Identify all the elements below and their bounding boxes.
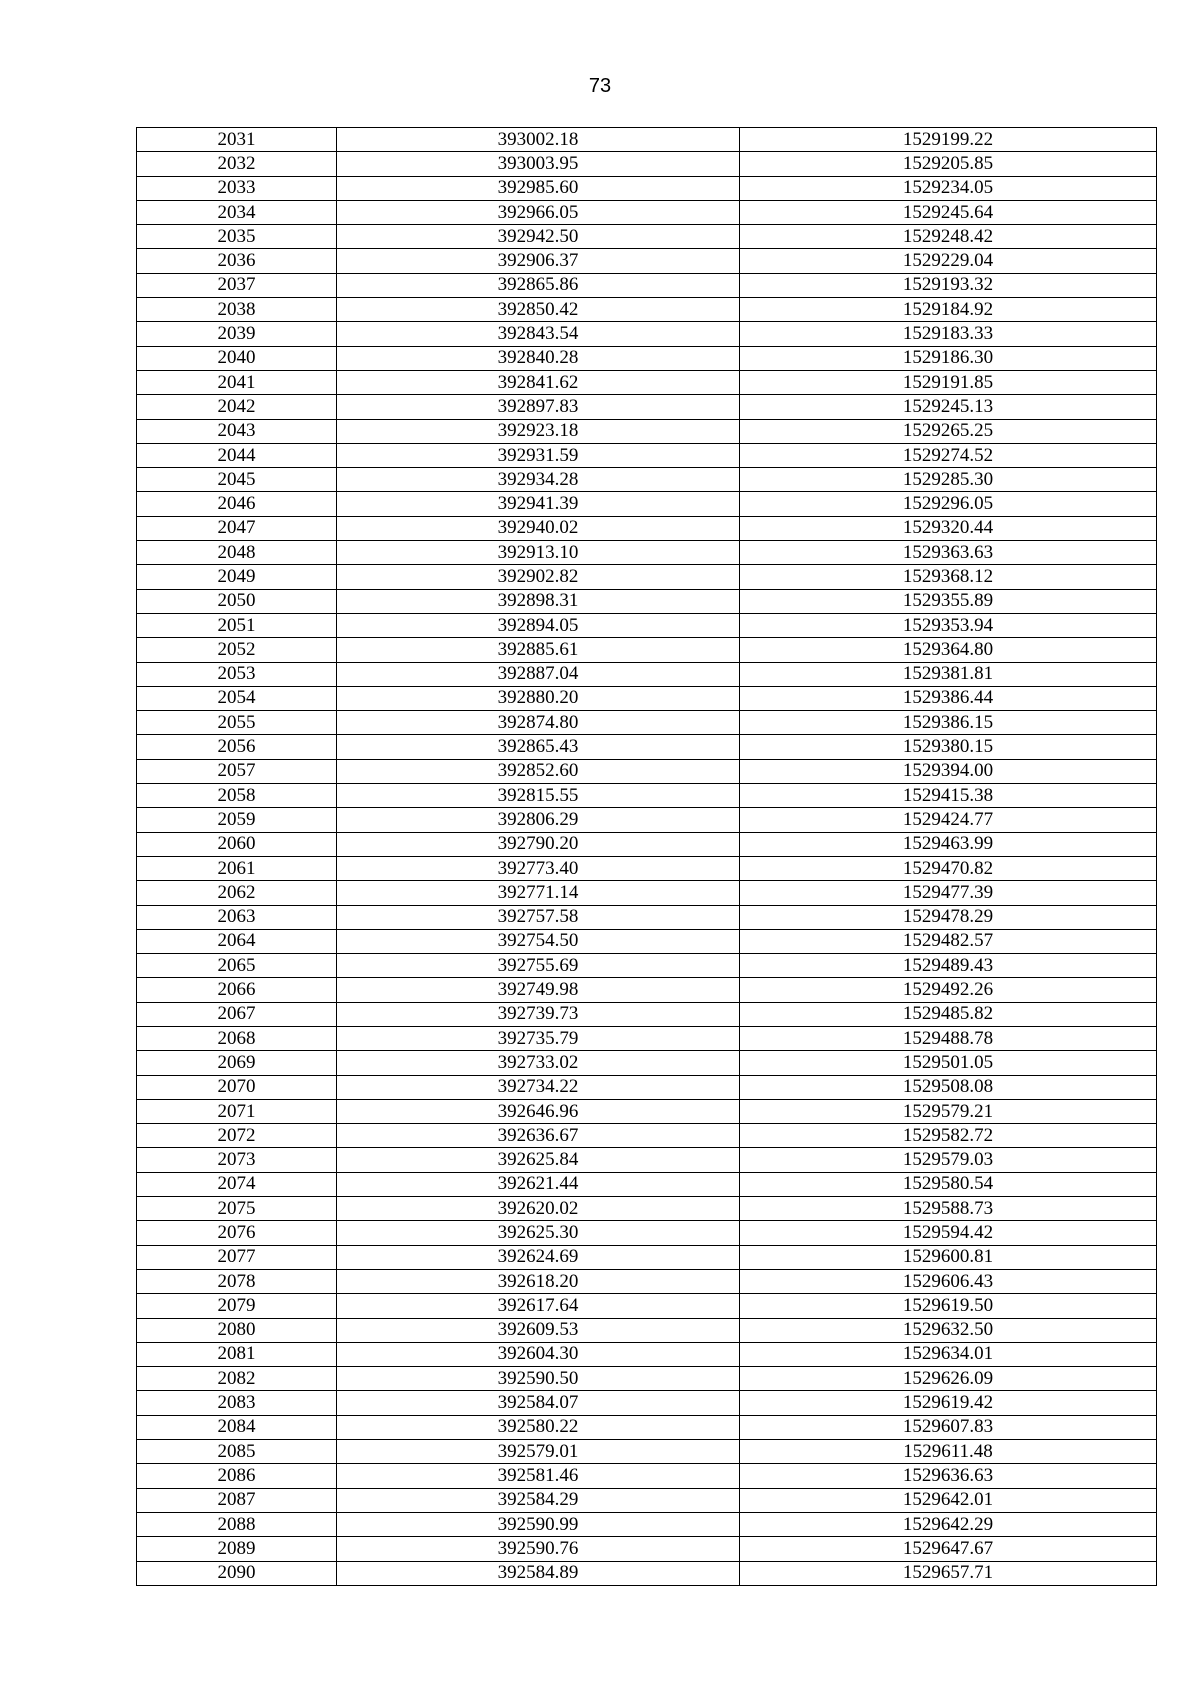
table-row <box>137 1075 1157 1099</box>
point-number-cell: 2035 <box>137 225 337 249</box>
point-number-cell: 2038 <box>137 298 337 322</box>
y-coordinate-cell: 1529186.30 <box>740 346 1157 370</box>
point-number-cell: 2081 <box>137 1342 337 1366</box>
y-coordinate-cell: 1529501.05 <box>740 1051 1157 1075</box>
x-coordinate-cell: 392913.10 <box>337 541 740 565</box>
table-row <box>137 1294 1157 1318</box>
point-number-cell: 2059 <box>137 808 337 832</box>
coordinates-table <box>136 127 1157 1586</box>
table-row <box>137 784 1157 808</box>
x-coordinate-cell: 392604.30 <box>337 1342 740 1366</box>
y-coordinate-cell: 1529386.15 <box>740 711 1157 735</box>
table-row <box>137 1099 1157 1123</box>
x-coordinate-cell: 392757.58 <box>337 905 740 929</box>
y-coordinate-cell: 1529579.21 <box>740 1099 1157 1123</box>
point-number-cell: 2044 <box>137 443 337 467</box>
x-coordinate-cell: 392618.20 <box>337 1269 740 1293</box>
table-row <box>137 1051 1157 1075</box>
y-coordinate-cell: 1529642.01 <box>740 1488 1157 1512</box>
y-coordinate-cell: 1529636.63 <box>740 1464 1157 1488</box>
table-row <box>137 1464 1157 1488</box>
table-row <box>137 128 1157 152</box>
y-coordinate-cell: 1529611.48 <box>740 1440 1157 1464</box>
x-coordinate-cell: 392887.04 <box>337 662 740 686</box>
table-row <box>137 1221 1157 1245</box>
table-row <box>137 273 1157 297</box>
x-coordinate-cell: 392755.69 <box>337 954 740 978</box>
point-number-cell: 2079 <box>137 1294 337 1318</box>
table-row <box>137 832 1157 856</box>
y-coordinate-cell: 1529424.77 <box>740 808 1157 832</box>
table-row <box>137 516 1157 540</box>
table-row <box>137 638 1157 662</box>
point-number-cell: 2031 <box>137 128 337 152</box>
x-coordinate-cell: 392934.28 <box>337 468 740 492</box>
x-coordinate-cell: 392902.82 <box>337 565 740 589</box>
y-coordinate-cell: 1529285.30 <box>740 468 1157 492</box>
table-row <box>137 249 1157 273</box>
y-coordinate-cell: 1529492.26 <box>740 978 1157 1002</box>
table-row <box>137 589 1157 613</box>
point-number-cell: 2065 <box>137 954 337 978</box>
y-coordinate-cell: 1529193.32 <box>740 273 1157 297</box>
table-row <box>137 1197 1157 1221</box>
point-number-cell: 2077 <box>137 1245 337 1269</box>
y-coordinate-cell: 1529477.39 <box>740 881 1157 905</box>
table-row <box>137 1002 1157 1026</box>
point-number-cell: 2039 <box>137 322 337 346</box>
table-row <box>137 443 1157 467</box>
x-coordinate-cell: 392636.67 <box>337 1124 740 1148</box>
x-coordinate-cell: 392985.60 <box>337 176 740 200</box>
table-row <box>137 662 1157 686</box>
table-row <box>137 1342 1157 1366</box>
y-coordinate-cell: 1529229.04 <box>740 249 1157 273</box>
x-coordinate-cell: 392942.50 <box>337 225 740 249</box>
x-coordinate-cell: 392733.02 <box>337 1051 740 1075</box>
table-row <box>137 929 1157 953</box>
x-coordinate-cell: 392609.53 <box>337 1318 740 1342</box>
x-coordinate-cell: 392581.46 <box>337 1464 740 1488</box>
x-coordinate-cell: 393002.18 <box>337 128 740 152</box>
point-number-cell: 2061 <box>137 856 337 880</box>
table-row <box>137 1318 1157 1342</box>
y-coordinate-cell: 1529245.13 <box>740 395 1157 419</box>
y-coordinate-cell: 1529463.99 <box>740 832 1157 856</box>
point-number-cell: 2036 <box>137 249 337 273</box>
x-coordinate-cell: 392590.50 <box>337 1367 740 1391</box>
y-coordinate-cell: 1529657.71 <box>740 1561 1157 1585</box>
point-number-cell: 2067 <box>137 1002 337 1026</box>
table-row <box>137 1367 1157 1391</box>
y-coordinate-cell: 1529199.22 <box>740 128 1157 152</box>
table-row <box>137 1026 1157 1050</box>
point-number-cell: 2064 <box>137 929 337 953</box>
point-number-cell: 2088 <box>137 1512 337 1536</box>
y-coordinate-cell: 1529647.67 <box>740 1537 1157 1561</box>
y-coordinate-cell: 1529380.15 <box>740 735 1157 759</box>
y-coordinate-cell: 1529245.64 <box>740 200 1157 224</box>
x-coordinate-cell: 392806.29 <box>337 808 740 832</box>
point-number-cell: 2048 <box>137 541 337 565</box>
point-number-cell: 2072 <box>137 1124 337 1148</box>
y-coordinate-cell: 1529183.33 <box>740 322 1157 346</box>
y-coordinate-cell: 1529619.50 <box>740 1294 1157 1318</box>
point-number-cell: 2086 <box>137 1464 337 1488</box>
table-row <box>137 370 1157 394</box>
y-coordinate-cell: 1529355.89 <box>740 589 1157 613</box>
table-row <box>137 419 1157 443</box>
x-coordinate-cell: 392931.59 <box>337 443 740 467</box>
table-row <box>137 686 1157 710</box>
table-row <box>137 1488 1157 1512</box>
x-coordinate-cell: 392617.64 <box>337 1294 740 1318</box>
x-coordinate-cell: 392840.28 <box>337 346 740 370</box>
x-coordinate-cell: 392735.79 <box>337 1026 740 1050</box>
x-coordinate-cell: 392590.76 <box>337 1537 740 1561</box>
x-coordinate-cell: 393003.95 <box>337 152 740 176</box>
table-row <box>137 1561 1157 1585</box>
x-coordinate-cell: 392885.61 <box>337 638 740 662</box>
x-coordinate-cell: 392815.55 <box>337 784 740 808</box>
x-coordinate-cell: 392941.39 <box>337 492 740 516</box>
table-row <box>137 1391 1157 1415</box>
y-coordinate-cell: 1529184.92 <box>740 298 1157 322</box>
y-coordinate-cell: 1529626.09 <box>740 1367 1157 1391</box>
point-number-cell: 2083 <box>137 1391 337 1415</box>
point-number-cell: 2075 <box>137 1197 337 1221</box>
x-coordinate-cell: 392734.22 <box>337 1075 740 1099</box>
y-coordinate-cell: 1529488.78 <box>740 1026 1157 1050</box>
table-row <box>137 1440 1157 1464</box>
table-row <box>137 978 1157 1002</box>
y-coordinate-cell: 1529588.73 <box>740 1197 1157 1221</box>
table-row <box>137 1124 1157 1148</box>
point-number-cell: 2033 <box>137 176 337 200</box>
x-coordinate-cell: 392590.99 <box>337 1512 740 1536</box>
point-number-cell: 2078 <box>137 1269 337 1293</box>
x-coordinate-cell: 392897.83 <box>337 395 740 419</box>
table-row <box>137 881 1157 905</box>
x-coordinate-cell: 392621.44 <box>337 1172 740 1196</box>
y-coordinate-cell: 1529234.05 <box>740 176 1157 200</box>
table-row <box>137 395 1157 419</box>
table-row <box>137 613 1157 637</box>
x-coordinate-cell: 392749.98 <box>337 978 740 1002</box>
table-row <box>137 1172 1157 1196</box>
x-coordinate-cell: 392874.80 <box>337 711 740 735</box>
table-row <box>137 711 1157 735</box>
x-coordinate-cell: 392620.02 <box>337 1197 740 1221</box>
x-coordinate-cell: 392880.20 <box>337 686 740 710</box>
y-coordinate-cell: 1529489.43 <box>740 954 1157 978</box>
x-coordinate-cell: 392850.42 <box>337 298 740 322</box>
y-coordinate-cell: 1529470.82 <box>740 856 1157 880</box>
x-coordinate-cell: 392865.43 <box>337 735 740 759</box>
y-coordinate-cell: 1529248.42 <box>740 225 1157 249</box>
x-coordinate-cell: 392771.14 <box>337 881 740 905</box>
point-number-cell: 2063 <box>137 905 337 929</box>
table-row <box>137 492 1157 516</box>
x-coordinate-cell: 392906.37 <box>337 249 740 273</box>
y-coordinate-cell: 1529594.42 <box>740 1221 1157 1245</box>
x-coordinate-cell: 392584.07 <box>337 1391 740 1415</box>
table-row <box>137 468 1157 492</box>
point-number-cell: 2058 <box>137 784 337 808</box>
coordinates-table-body <box>137 128 1157 1586</box>
point-number-cell: 2057 <box>137 759 337 783</box>
point-number-cell: 2082 <box>137 1367 337 1391</box>
x-coordinate-cell: 392852.60 <box>337 759 740 783</box>
table-row <box>137 152 1157 176</box>
x-coordinate-cell: 392966.05 <box>337 200 740 224</box>
point-number-cell: 2032 <box>137 152 337 176</box>
x-coordinate-cell: 392580.22 <box>337 1415 740 1439</box>
y-coordinate-cell: 1529296.05 <box>740 492 1157 516</box>
y-coordinate-cell: 1529364.80 <box>740 638 1157 662</box>
x-coordinate-cell: 392646.96 <box>337 1099 740 1123</box>
y-coordinate-cell: 1529478.29 <box>740 905 1157 929</box>
table-row <box>137 759 1157 783</box>
table-row <box>137 1415 1157 1439</box>
x-coordinate-cell: 392584.89 <box>337 1561 740 1585</box>
point-number-cell: 2046 <box>137 492 337 516</box>
y-coordinate-cell: 1529381.81 <box>740 662 1157 686</box>
y-coordinate-cell: 1529274.52 <box>740 443 1157 467</box>
x-coordinate-cell: 392841.62 <box>337 370 740 394</box>
page-number: 73 <box>588 75 612 97</box>
point-number-cell: 2090 <box>137 1561 337 1585</box>
y-coordinate-cell: 1529634.01 <box>740 1342 1157 1366</box>
table-row <box>137 1537 1157 1561</box>
table-row <box>137 954 1157 978</box>
y-coordinate-cell: 1529579.03 <box>740 1148 1157 1172</box>
point-number-cell: 2052 <box>137 638 337 662</box>
y-coordinate-cell: 1529265.25 <box>740 419 1157 443</box>
y-coordinate-cell: 1529582.72 <box>740 1124 1157 1148</box>
point-number-cell: 2056 <box>137 735 337 759</box>
y-coordinate-cell: 1529642.29 <box>740 1512 1157 1536</box>
x-coordinate-cell: 392790.20 <box>337 832 740 856</box>
point-number-cell: 2050 <box>137 589 337 613</box>
point-number-cell: 2076 <box>137 1221 337 1245</box>
point-number-cell: 2074 <box>137 1172 337 1196</box>
table-row <box>137 1269 1157 1293</box>
point-number-cell: 2042 <box>137 395 337 419</box>
table-row <box>137 541 1157 565</box>
y-coordinate-cell: 1529482.57 <box>740 929 1157 953</box>
point-number-cell: 2084 <box>137 1415 337 1439</box>
x-coordinate-cell: 392894.05 <box>337 613 740 637</box>
table-row <box>137 200 1157 224</box>
table-row <box>137 176 1157 200</box>
point-number-cell: 2055 <box>137 711 337 735</box>
x-coordinate-cell: 392865.86 <box>337 273 740 297</box>
y-coordinate-cell: 1529320.44 <box>740 516 1157 540</box>
x-coordinate-cell: 392898.31 <box>337 589 740 613</box>
point-number-cell: 2054 <box>137 686 337 710</box>
table-row <box>137 1148 1157 1172</box>
table-row <box>137 298 1157 322</box>
y-coordinate-cell: 1529386.44 <box>740 686 1157 710</box>
point-number-cell: 2071 <box>137 1099 337 1123</box>
table-row <box>137 1512 1157 1536</box>
table-row <box>137 322 1157 346</box>
x-coordinate-cell: 392940.02 <box>337 516 740 540</box>
y-coordinate-cell: 1529353.94 <box>740 613 1157 637</box>
y-coordinate-cell: 1529368.12 <box>740 565 1157 589</box>
table-row <box>137 735 1157 759</box>
y-coordinate-cell: 1529205.85 <box>740 152 1157 176</box>
point-number-cell: 2051 <box>137 613 337 637</box>
point-number-cell: 2045 <box>137 468 337 492</box>
y-coordinate-cell: 1529619.42 <box>740 1391 1157 1415</box>
x-coordinate-cell: 392923.18 <box>337 419 740 443</box>
point-number-cell: 2043 <box>137 419 337 443</box>
point-number-cell: 2085 <box>137 1440 337 1464</box>
y-coordinate-cell: 1529606.43 <box>740 1269 1157 1293</box>
y-coordinate-cell: 1529508.08 <box>740 1075 1157 1099</box>
point-number-cell: 2040 <box>137 346 337 370</box>
point-number-cell: 2060 <box>137 832 337 856</box>
y-coordinate-cell: 1529600.81 <box>740 1245 1157 1269</box>
y-coordinate-cell: 1529394.00 <box>740 759 1157 783</box>
table-row <box>137 225 1157 249</box>
y-coordinate-cell: 1529363.63 <box>740 541 1157 565</box>
point-number-cell: 2041 <box>137 370 337 394</box>
point-number-cell: 2049 <box>137 565 337 589</box>
point-number-cell: 2087 <box>137 1488 337 1512</box>
point-number-cell: 2066 <box>137 978 337 1002</box>
x-coordinate-cell: 392579.01 <box>337 1440 740 1464</box>
point-number-cell: 2034 <box>137 200 337 224</box>
table-row <box>137 808 1157 832</box>
y-coordinate-cell: 1529580.54 <box>740 1172 1157 1196</box>
y-coordinate-cell: 1529632.50 <box>740 1318 1157 1342</box>
point-number-cell: 2073 <box>137 1148 337 1172</box>
table-row <box>137 565 1157 589</box>
table-row <box>137 346 1157 370</box>
x-coordinate-cell: 392754.50 <box>337 929 740 953</box>
point-number-cell: 2070 <box>137 1075 337 1099</box>
x-coordinate-cell: 392739.73 <box>337 1002 740 1026</box>
table-row <box>137 856 1157 880</box>
y-coordinate-cell: 1529607.83 <box>740 1415 1157 1439</box>
point-number-cell: 2062 <box>137 881 337 905</box>
point-number-cell: 2047 <box>137 516 337 540</box>
y-coordinate-cell: 1529415.38 <box>740 784 1157 808</box>
x-coordinate-cell: 392625.84 <box>337 1148 740 1172</box>
table-row <box>137 1245 1157 1269</box>
point-number-cell: 2068 <box>137 1026 337 1050</box>
x-coordinate-cell: 392773.40 <box>337 856 740 880</box>
point-number-cell: 2069 <box>137 1051 337 1075</box>
point-number-cell: 2037 <box>137 273 337 297</box>
x-coordinate-cell: 392843.54 <box>337 322 740 346</box>
y-coordinate-cell: 1529191.85 <box>740 370 1157 394</box>
x-coordinate-cell: 392584.29 <box>337 1488 740 1512</box>
x-coordinate-cell: 392625.30 <box>337 1221 740 1245</box>
point-number-cell: 2053 <box>137 662 337 686</box>
y-coordinate-cell: 1529485.82 <box>740 1002 1157 1026</box>
x-coordinate-cell: 392624.69 <box>337 1245 740 1269</box>
point-number-cell: 2089 <box>137 1537 337 1561</box>
table-row <box>137 905 1157 929</box>
point-number-cell: 2080 <box>137 1318 337 1342</box>
